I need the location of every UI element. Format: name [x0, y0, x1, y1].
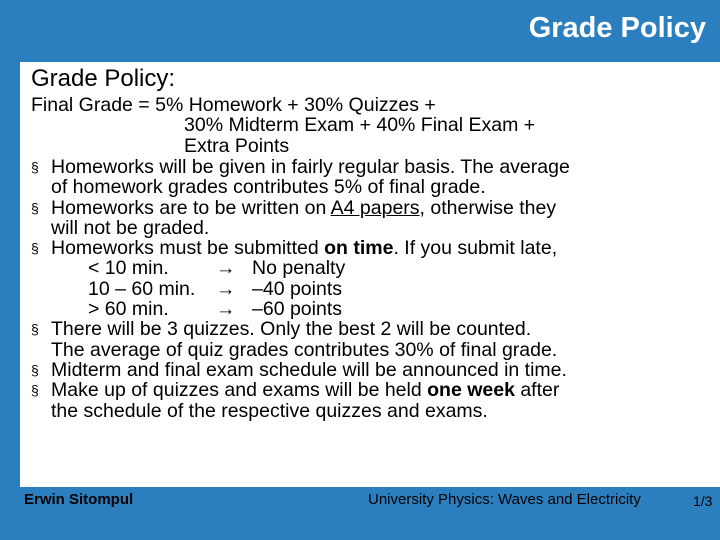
bullet-text-line: the schedule of the respective quizzes and exams.	[51, 399, 488, 422]
bullet-homework-frequency	[31, 157, 716, 198]
bullet-text-line: will not be graded.	[51, 216, 210, 239]
bullet-text: Homeworks are to be written on	[51, 196, 331, 219]
bullet-icon: §	[31, 321, 39, 338]
section-heading: Grade Policy:	[31, 65, 176, 92]
penalty-row	[88, 279, 716, 299]
footer-course-title: University Physics: Waves and Electricity	[368, 491, 641, 508]
bullet-homework-paper	[31, 198, 716, 239]
bold-text: one week	[427, 379, 515, 402]
late-penalty-table	[88, 258, 716, 319]
formula-line-3: Extra Points	[184, 134, 290, 157]
formula-line-1: Final Grade = 5% Homework + 30% Quizzes +	[31, 94, 436, 116]
penalty-row	[88, 299, 716, 319]
bullet-icon: §	[31, 361, 39, 378]
bullet-text-line: Homeworks will be given in fairly regular basis. The average	[51, 156, 570, 178]
footer-page-number: 1/3	[693, 493, 713, 509]
underlined-text: A4 papers	[330, 196, 420, 219]
bullet-text: after	[514, 379, 560, 402]
bullet-text-line	[51, 198, 716, 218]
penalty-result: No penalty	[252, 257, 346, 280]
bullet-icon: §	[31, 159, 39, 175]
grade-formula	[31, 95, 535, 156]
bullet-text-line: of homework grades contributes 5% of final grade.	[51, 176, 486, 199]
penalty-result: –60 points	[252, 298, 342, 321]
bullet-homework-deadline	[31, 238, 716, 319]
bullet-icon: §	[31, 382, 39, 399]
slide-footer	[0, 487, 720, 540]
bullet-text: , otherwise they	[419, 196, 557, 219]
bullet-text-line: The average of quiz grades contributes 30% of final grade.	[51, 338, 558, 361]
footer-author: Erwin Sitompul	[24, 491, 134, 508]
bullet-text: Make up of quizzes and exams will be held	[51, 379, 428, 402]
bullet-text-line: Midterm and final exam schedule will be announced in time.	[51, 358, 567, 381]
slide-content	[20, 62, 720, 487]
bullet-icon: §	[31, 199, 39, 216]
bullet-exam-schedule	[31, 360, 716, 380]
slide-header	[0, 0, 720, 62]
bullet-text: Homeworks must be submitted	[51, 237, 325, 260]
bold-text: on time	[324, 237, 394, 260]
bullet-text: . If you submit late,	[393, 237, 558, 260]
bullet-icon: §	[31, 240, 39, 257]
penalty-condition: > 60 min.	[88, 298, 169, 321]
penalty-row	[88, 258, 716, 278]
arrow-right-icon: →	[216, 298, 236, 321]
penalty-condition: 10 – 60 min.	[88, 277, 196, 300]
bullet-text-line	[51, 238, 716, 258]
policy-bullet-list	[31, 157, 716, 421]
slide-title: Grade Policy	[528, 12, 706, 44]
penalty-condition: < 10 min.	[88, 257, 169, 280]
formula-line-2: 30% Midterm Exam + 40% Final Exam +	[184, 114, 536, 137]
arrow-right-icon: →	[216, 257, 236, 280]
bullet-text-line	[51, 380, 716, 400]
arrow-right-icon: →	[216, 277, 236, 300]
penalty-result: –40 points	[252, 277, 342, 300]
bullet-makeup	[31, 380, 716, 421]
bullet-text-line: There will be 3 quizzes. Only the best 2 will be counted.	[51, 318, 532, 341]
bullet-quizzes	[31, 319, 716, 360]
